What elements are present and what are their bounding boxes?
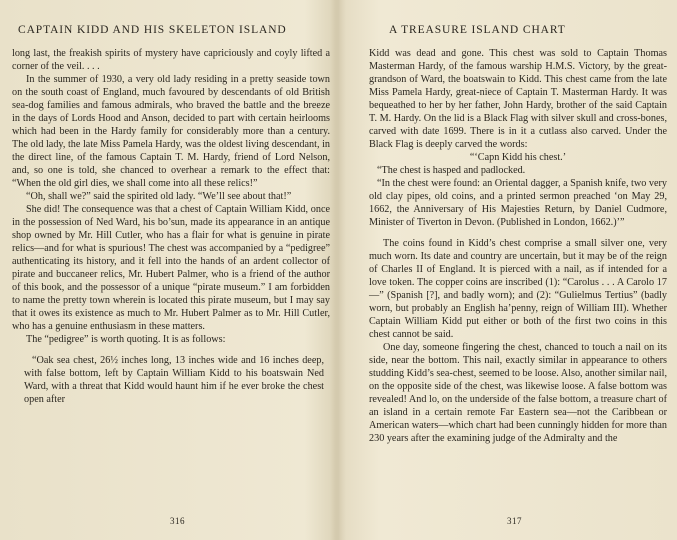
page-body [369, 47, 667, 445]
paragraph: long last, the freakish spirits of mystery have capriciously and coyly lifted a corner of the veil. . . . [12, 48, 330, 72]
page-number: 317 [507, 516, 522, 526]
running-head: A TREASURE ISLAND CHART [389, 24, 566, 36]
paragraph: In the summer of 1930, a very old lady residing in a pretty seaside town on the south coast of England, much favoured by descendants of old British sea-dog families and famous admirals, who braved the battle and the breeze in the days of Lords Hood and Anson, decided to part with certain heirlooms which had been in the Hardy family for considerably more than a century. The old lady, the late Miss Pamela Hardy, was the oldest living descendant, in the direct line, of the famous Captain T. M. Hardy, friend of Lord Nelson, and, so one is told, she chanced to overhear a remark to the effect that: “When the old girl dies, we shall come into all these relics!” [12, 74, 330, 189]
paragraph: The coins found in Kidd’s chest comprise a small silver one, very much worn. Its date and country are uncertain, but it may be of the reign of Charles II of England. It is pierced with a nail, as if intended for a love token. The copper coins are inscribed (1): “Carolus . . . A Carolo 17—” (Spanish [?], and badly worn); and (2): “Gulielmus Tertius” (badly worn, but probably an English ha’penny, reign of William III). Whether Captain William Kidd put either or both of the first two coins in this chest cannot be said. [369, 238, 667, 340]
left-page [0, 0, 338, 540]
block-quote [369, 47, 667, 229]
quote-paragraph: Kidd was dead and gone. This chest was sold to Captain Thomas Masterman Hardy, of the famous warship H.M.S. Victory, by the great-grandson of Ward, the boatswain to Kidd. This chest came from the late Miss Pamela Hardy, great-niece of Captain T. Masterman Hardy. It was bequeathed to her by her father, John Hardy, brother of the said Captain T. M. Hardy. On the lid is a Black Flag with silver skull and cross-bones, carved with date 1699. There is in it a cutlass also carved. Under the Black Flag is deeply carved the words: [369, 48, 667, 150]
quote-paragraph: “The chest is hasped and padlocked. [377, 165, 526, 176]
paragraph: “Oh, shall we?” said the spirited old lady. “We’ll see about that!” [26, 191, 292, 202]
quote-paragraph: “Oak sea chest, 26½ inches long, 13 inches wide and 16 inches deep, with false bottom, left by Captain William Kidd to his boatswain Ned Ward, with a threat that Kidd would haunt him if he ever broke the chest open after [24, 355, 324, 405]
right-page [339, 0, 677, 540]
quote-paragraph: “In the chest were found: an Oriental dagger, a Spanish knife, two very old clay pipes, old coins, and a printed sermon preached ‘on May 29, 1662, the Anniversary of His Majesties Return, by Daniel Cudmore, Minister of Tiverton in Devon. (Published in London, 1662.)’” [369, 178, 667, 228]
paragraph: One day, someone fingering the chest, chanced to touch a nail on its side, near the bottom. This nail, exactly similar in appearance to others studding Kidd’s sea-chest, seemed to be loose. Also, another similar nail, on the opposite side of the chest, was likewise loose. A false bottom was revealed! And lo, on the underside of the false bottom, a treasure chart of an island in a certain remote Far Eastern sea—not the Caribbean or American waters—which chart had been cunningly hidden for more than 230 years after the examining judge of the Admiralty and the [369, 342, 667, 444]
paragraph: The “pedigree” is worth quoting. It is as follows: [26, 334, 226, 345]
quote-paragraph: “‘Capn Kidd his chest.’ [469, 152, 567, 163]
page-number: 316 [170, 516, 185, 526]
block-quote [12, 354, 330, 406]
running-head: CAPTAIN KIDD AND HIS SKELETON ISLAND [18, 24, 287, 36]
page-body [12, 47, 330, 406]
paragraph: She did! The consequence was that a chest of Captain William Kidd, once in the possession of Ned Ward, his bo’sun, made its appearance in an antique shop owned by Mr. Hill Cutler, who has a flair for what is genuine in pirate relics—and for what is spurious! The chest was accompanied by a “pedigree” authenticating its history, and it fell into the hands of an ardent collector of pirate and buccaneer relics, Mr. Hubert Palmer, who is a friend of the author of this book, and the possessor of a unique “pirate museum.” I am forbidden to name the pretty town wherein is located this pirate museum, but I may say that it owes its existence as much to Mr. Hubert Palmer as to Mr. Hill Cutler, who has a genuine enthusiasm in these matters. [12, 204, 330, 332]
